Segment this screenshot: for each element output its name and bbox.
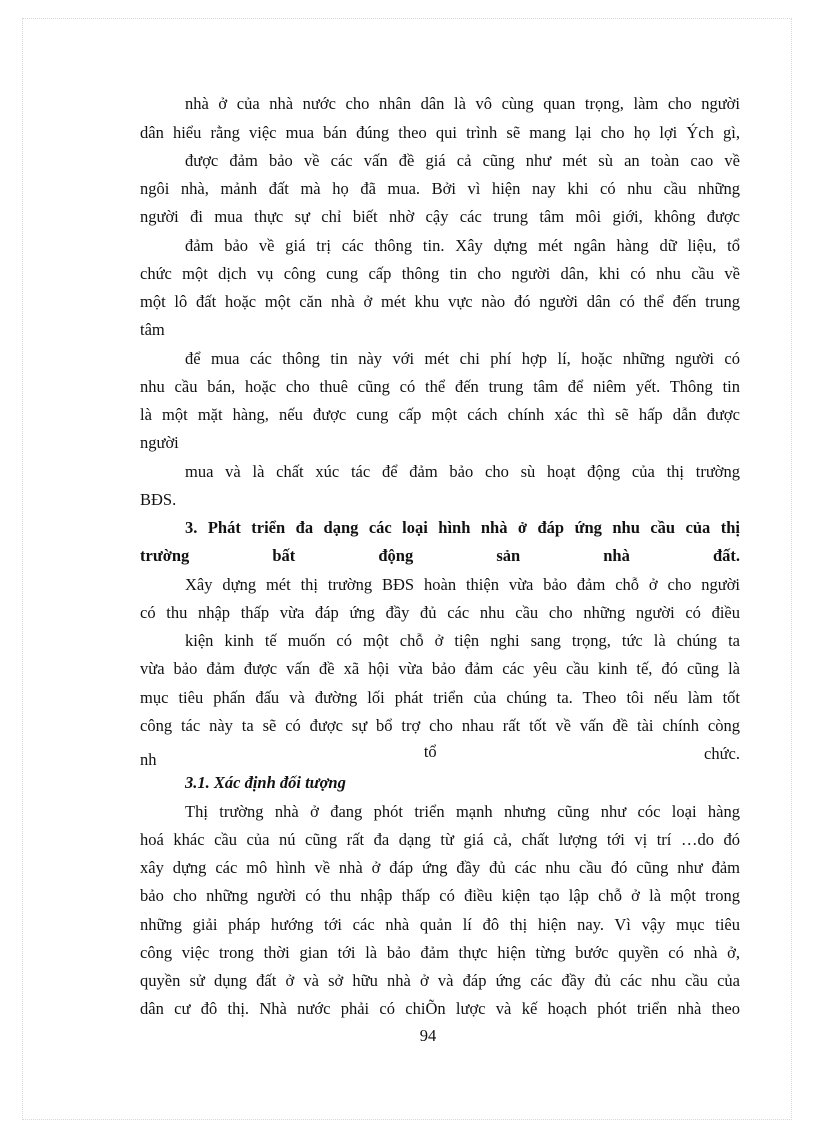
text-word: chức.	[704, 744, 740, 763]
heading-word: đất.	[712, 546, 740, 565]
text-word: tổ	[423, 742, 437, 761]
text-line: mục tiêu phấn đấu và đường lối phát triển của chúng ta. Theo tôi nếu làm tốt	[140, 688, 740, 707]
text-line: công tác này ta sẽ có được sự bổ trợ cho nhau rất tốt về vấn đề tài chính còng	[140, 716, 740, 735]
text-line: nhà ở của nhà nước cho nhân dân là vô cùng quan trọng, làm cho người	[185, 94, 740, 113]
section-heading: 3. Phát triển đa dạng các loại hình nhà ở đáp ứng nhu cầu của thị	[185, 518, 740, 537]
text-line: ngôi nhà, mảnh đất mà họ đã mua. Bởi vì hiện nay khi có nhu cầu những	[140, 179, 740, 198]
heading-word: sản	[496, 546, 521, 565]
text-line: bảo cho những người có thu nhập thấp có điều kiện tạo lập chỗ ở là một trong	[140, 886, 740, 905]
text-line: Xây dựng mét thị trường BĐS hoàn thiện vừa bảo đảm chỗ ở cho người	[185, 575, 740, 594]
text-line: là một mặt hàng, nếu được cung cấp một cách chính xác thì sẽ hấp dẫn được	[140, 405, 740, 424]
heading-word: động	[378, 546, 414, 565]
text-line: được đảm bảo về các vấn đề giá cả cũng như mét sù an toàn cao về	[185, 151, 740, 170]
text-line: một lô đất hoặc một căn nhà ở mét khu vực nào đó người dân có thể đến trung	[140, 292, 740, 311]
text-line: công việc trong thời gian tới là bảo đảm thực hiện từng bước quyền có nhà ở,	[140, 943, 740, 962]
text-line: dân cư đô thị. Nhà nước phải có chiÕn lược và kế hoạch phót triển nhà theo	[140, 999, 740, 1018]
text-line: nhu cầu bán, hoặc cho thuê cũng có thể đến trung tâm để niêm yết. Thông tin	[140, 377, 740, 396]
text-line	[140, 744, 740, 770]
text-line: người đi mua thực sự chỉ biết nhờ cậy các trung tâm môi giới, không được	[140, 207, 740, 226]
text-line: chức một dịch vụ công cung cấp thông tin cho người dân, khi có nhu cầu về	[140, 264, 740, 283]
text-line: những giải pháp hướng tới các nhà quản lí đô thị hiện nay. Vì vậy mục tiêu	[140, 915, 740, 934]
subsection-heading: 3.1. Xác định đối tượng	[185, 773, 346, 792]
section-heading-continued	[140, 546, 740, 566]
text-word: nh	[140, 750, 157, 769]
heading-word: nhà	[603, 546, 630, 565]
page-number: 94	[419, 1026, 437, 1045]
text-line: kiện kinh tế muốn có một chỗ ở tiện nghi sang trọng, tức là chúng ta	[185, 631, 740, 650]
text-line: vừa bảo đảm được vấn đề xã hội vừa bảo đảm các yêu cầu kinh tế, đó cũng là	[140, 659, 740, 678]
text-line: để mua các thông tin này với mét chi phí hợp lí, hoặc những người có	[185, 349, 740, 368]
text-line: xây dựng các mô hình về nhà ở đáp ứng đầy đủ các nhu cầu đó cũng như đảm	[140, 858, 740, 877]
text-line: dân hiểu rằng việc mua bán đúng theo qui trình sẽ mang lại cho họ lợi Ých gì,	[140, 123, 740, 142]
text-line: tâm	[140, 320, 165, 339]
text-line: đảm bảo về giá trị các thông tin. Xây dựng mét ngân hàng dữ liệu, tổ	[185, 236, 740, 255]
text-line: mua và là chất xúc tác để đảm bảo cho sù hoạt động của thị trường	[185, 462, 740, 481]
text-line: hoá khác cầu của nú cũng rất đa dạng từ giá cả, chất lượng tới vị trí …do đó	[140, 830, 740, 849]
text-line: quyền sử dụng đất ở và sở hữu nhà ở và đáp ứng các đầy đủ các nhu cầu của	[140, 971, 740, 990]
text-line: có thu nhập thấp vừa đáp ứng đầy đủ các nhu cầu cho những người có điều	[140, 603, 740, 622]
text-line: người	[140, 433, 179, 452]
text-line: Thị trường nhà ở đang phót triển mạnh nhưng cũng như cóc loại hàng	[185, 802, 740, 821]
text-line: BĐS.	[140, 490, 177, 509]
heading-word: bất	[272, 546, 296, 565]
heading-word: trường	[140, 546, 190, 565]
